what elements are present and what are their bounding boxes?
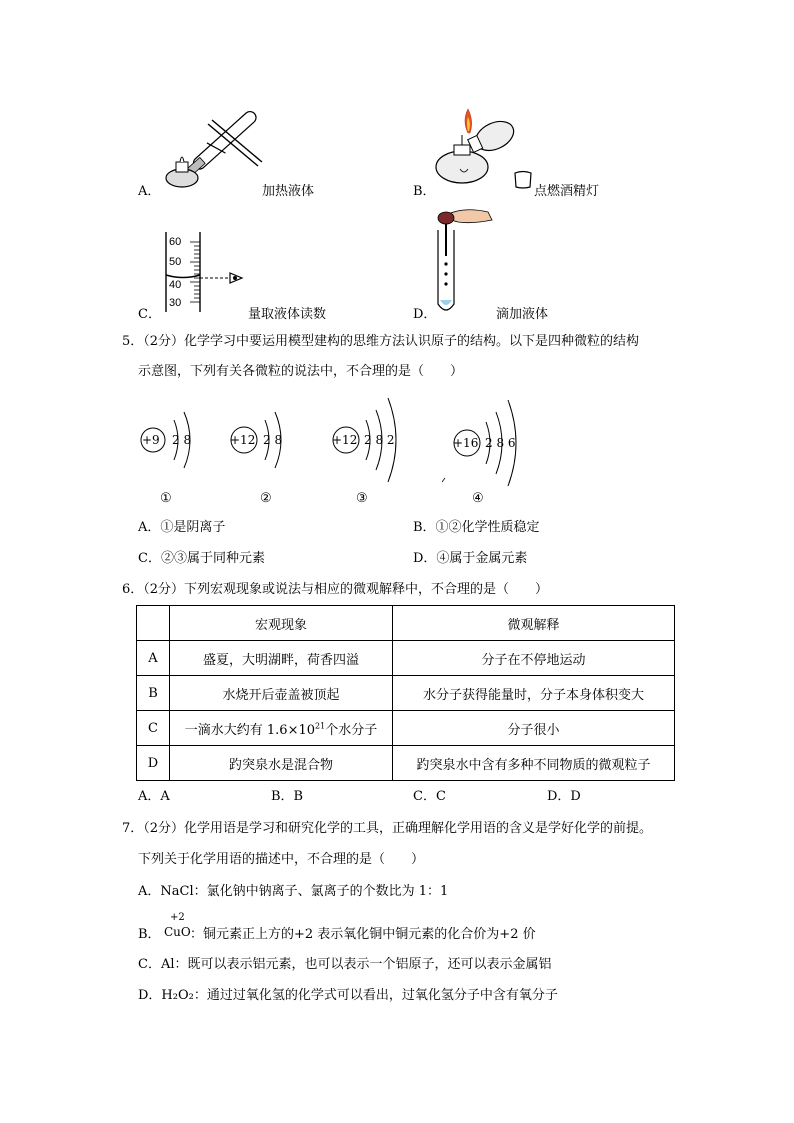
nucleus-label: +9 [142,433,160,447]
q7-option-b-text: ：铜元素正上方的+2 表示氧化铜中铜元素的化合价为+2 价 [190,927,536,942]
table-row [137,711,675,746]
phenomenon-pre: 一滴水大约有 1.6×10 [184,722,316,738]
lamp-cap-icon [512,170,534,190]
q6-table [136,605,675,781]
row-explanation: 趵突泉水中含有多种不同物质的微观粒子 [393,746,675,781]
q4-option-b-caption: 点燃酒精灯 [534,184,600,199]
q4-option-b-letter: B． [413,184,436,199]
q7-option-b-letter: B． [138,927,161,942]
table-header-cell [137,606,170,641]
particle-label-1: ① [160,491,172,506]
cylinder-tick-50: 50 [169,256,182,268]
atom-structure-diagram [227,402,307,482]
q7-option-d[interactable]: D．H₂O₂：通过过氧化氢的化学式可以看出，过氧化氢分子中含有氧分子 [138,988,558,1003]
valence-charge: +2 [170,912,185,923]
dropping-liquid-icon [432,204,496,320]
cylinder-tick-40: 40 [169,279,182,291]
shell-electron-label: 2 8 [263,433,283,447]
q5-choice-b[interactable]: B．①②化学性质稳定 [413,520,540,535]
q4-option-a-letter: A． [138,184,161,199]
shell-electron-label: 2 8 2 [364,433,395,447]
q4-option-a-caption: 加热液体 [262,184,315,199]
q5-stem-line1: 5．（2分）化学学习中要运用模型建构的思维方法认识原子的结构。以下是四种微粒的结构 [122,334,640,349]
particle-label-4: ④ [472,491,484,506]
heating-liquid-icon [160,100,270,195]
row-explanation: 水分子获得能量时，分子本身体积变大 [393,676,675,711]
row-phenomenon: 水烧开后壶盖被顶起 [170,676,393,711]
row-phenomenon [170,711,393,746]
table-header-cell: 微观解释 [393,606,675,641]
q4-option-c-letter: C． [138,307,161,322]
q4-option-c-caption: 量取液体读数 [248,307,327,322]
q4-option-d-letter: D． [413,307,437,322]
q6-choice-c[interactable]: C．C [413,789,446,804]
table-header-cell: 宏观现象 [170,606,393,641]
table-row [137,746,675,781]
nucleus-label: +16 [453,436,479,450]
atom-structure-diagram [330,392,420,488]
q6-choice-b[interactable]: B．B [271,789,304,804]
phenomenon-exponent: 21 [315,721,326,731]
q7-option-a[interactable]: A．NaCl：氯化钠中钠离子、氯离子的个数比为 1：1 [138,884,449,899]
table-row [137,676,675,711]
shell-electron-label: 2 8 6 [485,436,516,450]
q7-stem-line2: 下列关于化学用语的描述中，不合理的是（ ） [138,852,425,867]
atom-structure-diagram [138,402,218,482]
cylinder-tick-30: 30 [169,297,182,309]
row-key: C [137,711,170,746]
row-key: D [137,746,170,781]
q6-choice-d[interactable]: D．D [547,789,581,804]
q4-option-d-caption: 滴加液体 [496,307,549,322]
table-row [137,641,675,676]
phenomenon-post: 个水分子 [325,722,378,738]
table-header-row [137,606,675,641]
q7-stem-line1: 7．（2分）化学用语是学习和研究化学的工具，正确理解化学用语的含义是学好化学的前提。 [122,821,653,836]
q5-choice-c[interactable]: C．②③属于同种元素 [138,551,265,566]
copper-oxide-formula: CuO [164,925,191,939]
particle-label-2: ② [260,491,272,506]
q6-choice-a[interactable]: A．A [138,789,170,804]
q5-choice-d[interactable]: D．④属于金属元素 [413,551,528,566]
cylinder-tick-60: 60 [169,236,182,248]
row-explanation: 分子在不停地运动 [393,641,675,676]
q5-stem-line2: 示意图，下列有关各微粒的说法中，不合理的是（ ） [138,364,464,379]
nucleus-label: +12 [332,433,358,447]
graduated-cylinder-reading-icon [160,228,250,318]
q7-option-b[interactable] [138,910,658,946]
q5-choice-a[interactable]: A．①是阴离子 [138,520,226,535]
row-phenomenon: 趵突泉水是混合物 [170,746,393,781]
row-key: B [137,676,170,711]
row-explanation: 分子很小 [393,711,675,746]
q6-stem: 6．（2分）下列宏观现象或说法与相应的微观解释中，不合理的是（ ） [122,582,549,597]
row-key: A [137,641,170,676]
shell-electron-label: 2 8 [172,433,192,447]
nucleus-label: +12 [230,433,256,447]
q7-option-c[interactable]: C．Al：既可以表示铝元素，也可以表示一个铝原子，还可以表示金属铝 [138,957,552,972]
atom-structure-diagram [440,392,530,488]
particle-label-3: ③ [356,491,368,506]
row-phenomenon: 盛夏，大明湖畔，荷香四溢 [170,641,393,676]
